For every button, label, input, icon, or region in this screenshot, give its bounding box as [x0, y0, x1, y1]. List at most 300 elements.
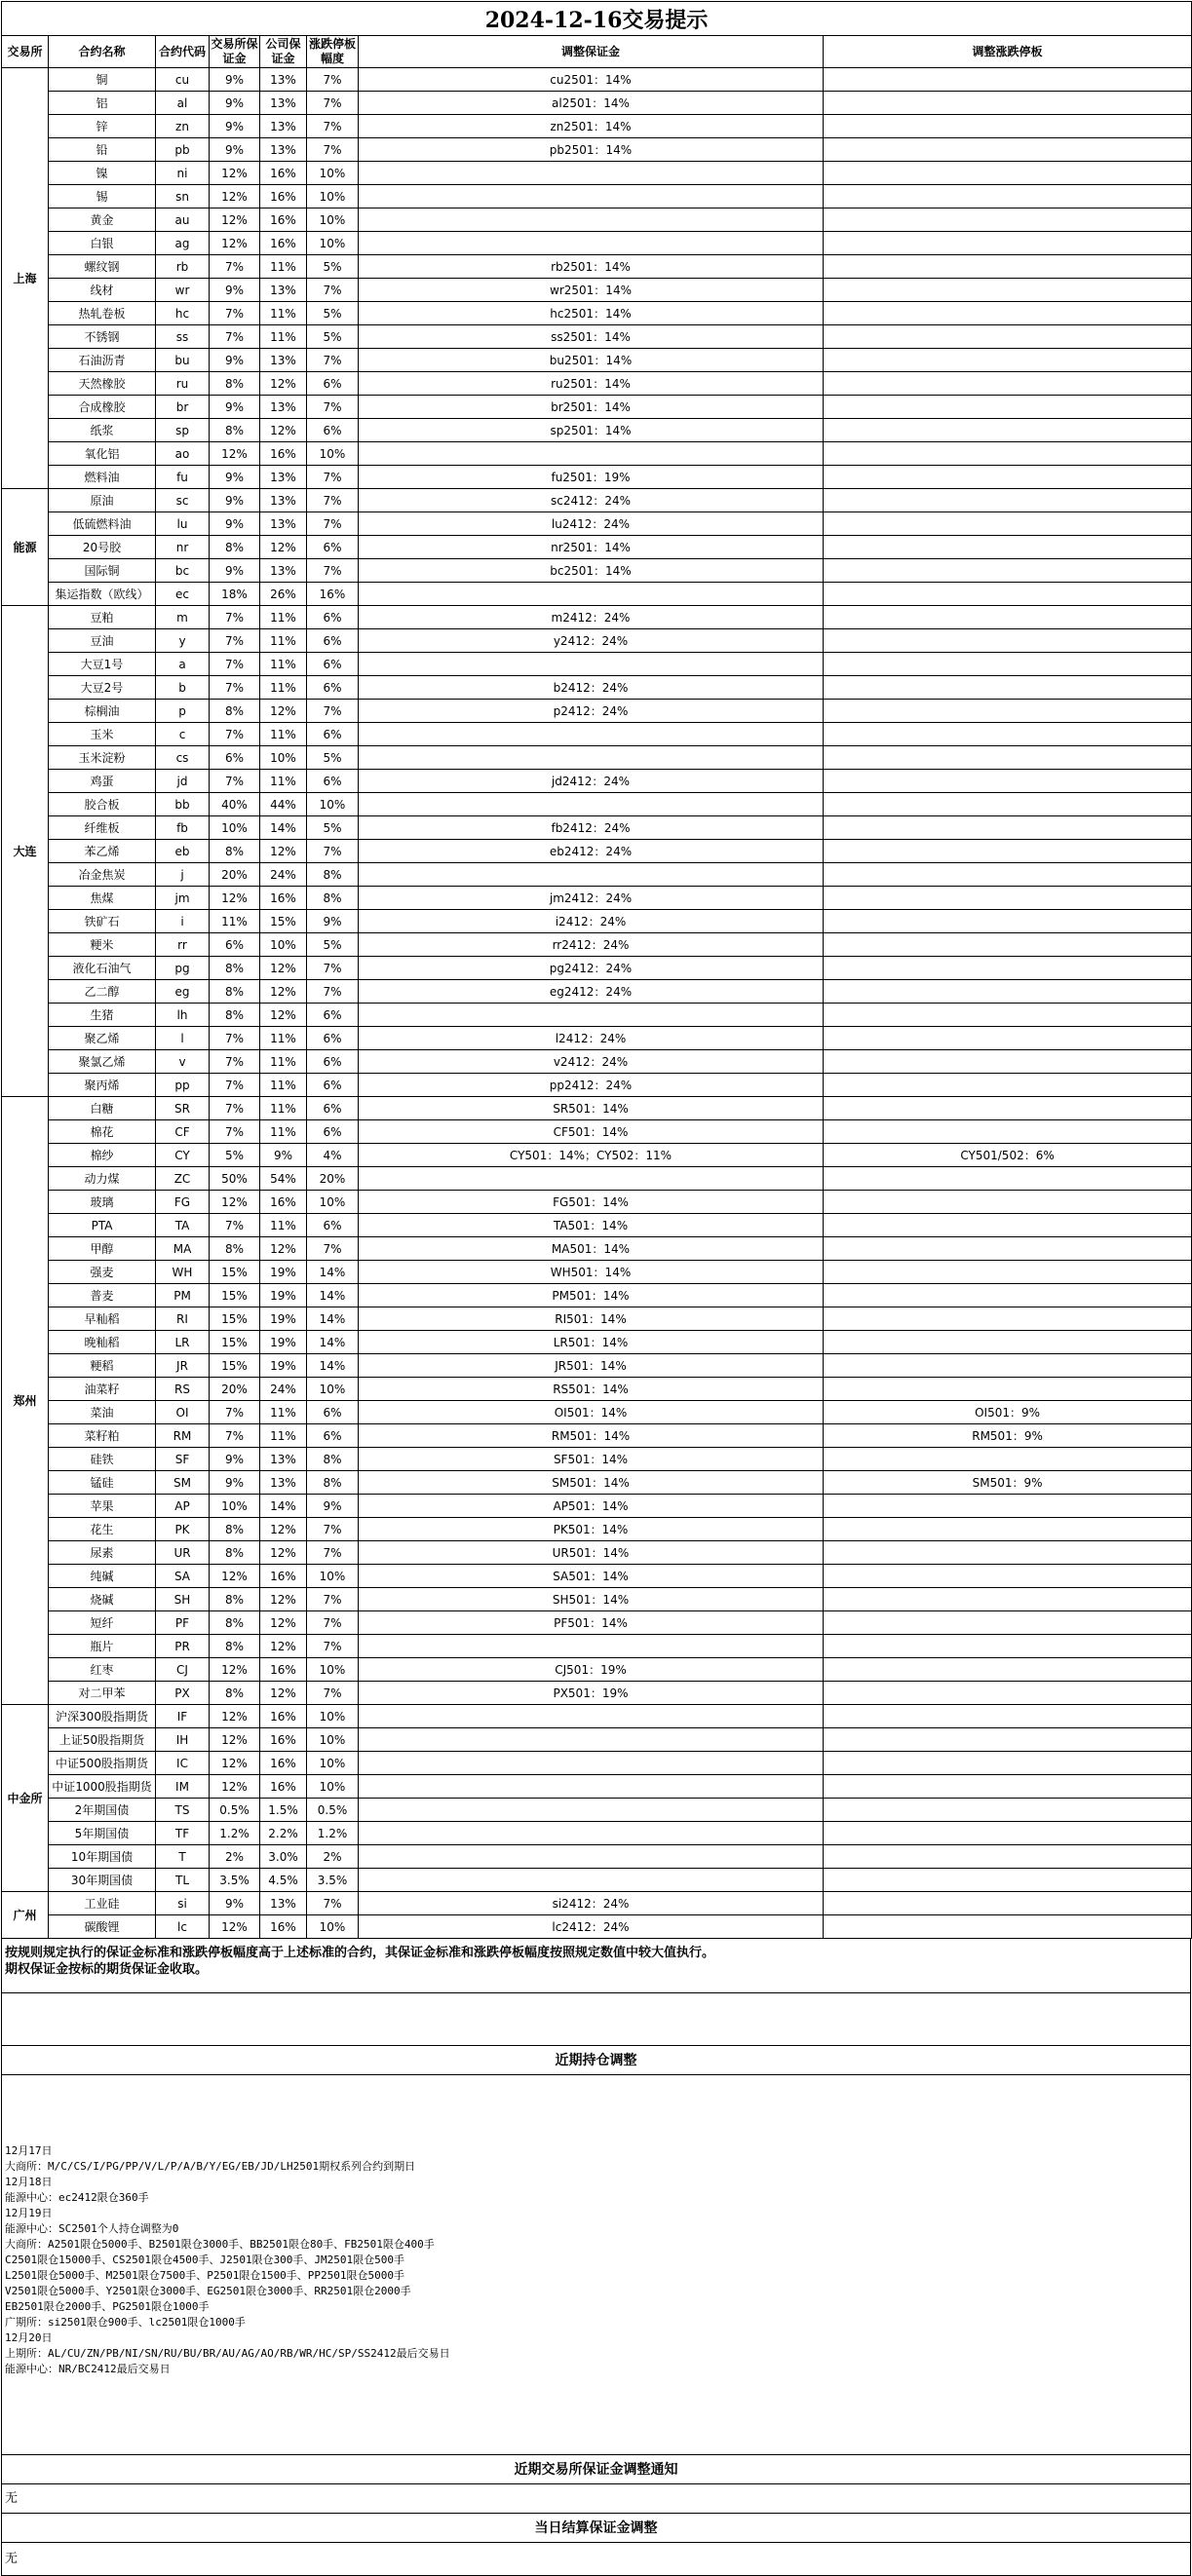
adjusted-margin-cell: jm2412：24%: [359, 887, 824, 910]
company-margin-cell: 44%: [260, 793, 307, 816]
adjusted-margin-cell: SA501：14%: [359, 1565, 824, 1588]
position-adjust-line: 12月18日: [5, 2176, 53, 2188]
exchange-margin-cell: 0.5%: [210, 1799, 260, 1822]
exchange-margin-cell: 12%: [210, 1658, 260, 1682]
table-row: [2, 419, 1192, 442]
adjusted-margin-cell: [359, 1845, 824, 1869]
contract-code-cell: eb: [156, 840, 210, 863]
contract-name-cell: 菜油: [49, 1401, 156, 1424]
contract-code-cell: IC: [156, 1752, 210, 1775]
contract-name-cell: 石油沥青: [49, 349, 156, 372]
adjusted-limit-cell: [824, 1658, 1192, 1682]
price-limit-cell: 7%: [307, 957, 359, 980]
exchange-margin-cell: 9%: [210, 466, 260, 489]
exchange-margin-cell: 9%: [210, 68, 260, 92]
adjusted-margin-cell: [359, 1635, 824, 1658]
adjusted-margin-cell: sc2412：24%: [359, 489, 824, 512]
exchange-margin-cell: 6%: [210, 933, 260, 957]
contract-name-cell: 动力煤: [49, 1167, 156, 1191]
company-margin-cell: 16%: [260, 887, 307, 910]
exchange-margin-cell: 9%: [210, 559, 260, 583]
contract-code-cell: fu: [156, 466, 210, 489]
contract-code-cell: SH: [156, 1588, 210, 1611]
position-adjust-line: 12月17日: [5, 2144, 53, 2157]
exchange-margin-cell: 7%: [210, 1050, 260, 1074]
contract-name-cell: 锰硅: [49, 1471, 156, 1495]
company-margin-cell: 11%: [260, 629, 307, 653]
company-margin-cell: 16%: [260, 1752, 307, 1775]
contract-code-cell: y: [156, 629, 210, 653]
settlement-heading: 当日结算保证金调整: [1, 2514, 1191, 2543]
price-limit-cell: 6%: [307, 536, 359, 559]
adjusted-margin-cell: ru2501：14%: [359, 372, 824, 396]
contract-code-cell: SA: [156, 1565, 210, 1588]
table-row: [2, 1799, 1192, 1822]
contract-name-cell: 聚丙烯: [49, 1074, 156, 1097]
adjusted-limit-cell: [824, 1799, 1192, 1822]
exchange-margin-cell: 7%: [210, 255, 260, 279]
company-margin-cell: 11%: [260, 325, 307, 349]
price-limit-cell: 6%: [307, 372, 359, 396]
adjusted-margin-cell: pb2501：14%: [359, 138, 824, 162]
adjusted-limit-cell: CY501/502：6%: [824, 1144, 1192, 1167]
exchange-margin-cell: 12%: [210, 1752, 260, 1775]
adjusted-limit-cell: [824, 1635, 1192, 1658]
price-limit-cell: 9%: [307, 1495, 359, 1518]
adjusted-limit-cell: [824, 653, 1192, 676]
price-limit-cell: 7%: [307, 512, 359, 536]
contract-name-cell: 集运指数（欧线）: [49, 583, 156, 606]
price-limit-cell: 6%: [307, 606, 359, 629]
contract-code-cell: CY: [156, 1144, 210, 1167]
contract-name-cell: 国际铜: [49, 559, 156, 583]
price-limit-cell: 10%: [307, 1915, 359, 1939]
exchange-margin-cell: 5%: [210, 1144, 260, 1167]
adjusted-margin-cell: l2412：24%: [359, 1027, 824, 1050]
company-margin-cell: 16%: [260, 1705, 307, 1728]
contract-code-cell: cs: [156, 746, 210, 770]
price-limit-cell: 6%: [307, 1050, 359, 1074]
contract-code-cell: pb: [156, 138, 210, 162]
price-limit-cell: 10%: [307, 162, 359, 185]
position-adjust-line: L2501限仓5000手、M2501限仓7500手、P2501限仓1500手、PP2501限仓5000手: [5, 2269, 405, 2282]
contract-name-cell: 棉纱: [49, 1144, 156, 1167]
adjusted-margin-cell: eb2412：24%: [359, 840, 824, 863]
company-margin-cell: 11%: [260, 1424, 307, 1448]
contract-code-cell: MA: [156, 1237, 210, 1261]
adjusted-margin-cell: [359, 208, 824, 232]
exchange-margin-cell: 8%: [210, 1541, 260, 1565]
table-row: [2, 372, 1192, 396]
company-margin-cell: 16%: [260, 1728, 307, 1752]
adjusted-limit-cell: [824, 1518, 1192, 1541]
adjusted-limit-cell: [824, 1705, 1192, 1728]
price-limit-cell: 8%: [307, 863, 359, 887]
company-margin-cell: 11%: [260, 1401, 307, 1424]
company-margin-cell: 11%: [260, 1074, 307, 1097]
price-limit-cell: 7%: [307, 1588, 359, 1611]
adjusted-limit-cell: [824, 255, 1192, 279]
adjusted-limit-cell: [824, 770, 1192, 793]
exchange-margin-cell: 12%: [210, 1915, 260, 1939]
table-row: [2, 723, 1192, 746]
price-limit-cell: 6%: [307, 1120, 359, 1144]
contract-name-cell: 锡: [49, 185, 156, 208]
contract-name-cell: 冶金焦炭: [49, 863, 156, 887]
contract-name-cell: 豆粕: [49, 606, 156, 629]
contract-name-cell: 铜: [49, 68, 156, 92]
adjusted-limit-cell: [824, 793, 1192, 816]
price-limit-cell: 9%: [307, 910, 359, 933]
contract-code-cell: CJ: [156, 1658, 210, 1682]
price-limit-cell: 20%: [307, 1167, 359, 1191]
rules-note: [1, 1939, 1191, 1993]
price-limit-cell: 7%: [307, 466, 359, 489]
position-adjust-line: 广期所：si2501限仓900手、lc2501限仓1000手: [5, 2316, 246, 2329]
adjusted-margin-cell: SF501：14%: [359, 1448, 824, 1471]
contract-code-cell: OI: [156, 1401, 210, 1424]
adjusted-margin-cell: p2412：24%: [359, 700, 824, 723]
price-limit-cell: 5%: [307, 302, 359, 325]
adjusted-margin-cell: [359, 1775, 824, 1799]
table-row: [2, 1728, 1192, 1752]
price-limit-cell: 0.5%: [307, 1799, 359, 1822]
adjusted-margin-cell: i2412：24%: [359, 910, 824, 933]
exchange-margin-cell: 7%: [210, 1120, 260, 1144]
adjusted-limit-cell: [824, 1120, 1192, 1144]
adjusted-margin-cell: AP501：14%: [359, 1495, 824, 1518]
table-row: [2, 1611, 1192, 1635]
contract-name-cell: 苯乙烯: [49, 840, 156, 863]
contract-name-cell: 纤维板: [49, 816, 156, 840]
blank-row: [1, 1993, 1191, 2046]
adjusted-margin-cell: si2412：24%: [359, 1892, 824, 1915]
table-row: [2, 1214, 1192, 1237]
exchange-margin-cell: 8%: [210, 957, 260, 980]
company-margin-cell: 13%: [260, 559, 307, 583]
position-adjust-line: 12月20日: [5, 2331, 53, 2344]
company-margin-cell: 11%: [260, 1214, 307, 1237]
exchange-margin-cell: 15%: [210, 1354, 260, 1378]
adjusted-limit-cell: [824, 629, 1192, 653]
company-margin-cell: 12%: [260, 980, 307, 1004]
company-margin-cell: 4.5%: [260, 1869, 307, 1892]
table-row: [2, 1869, 1192, 1892]
price-limit-cell: 10%: [307, 1728, 359, 1752]
exchange-margin-cell: 8%: [210, 1635, 260, 1658]
contract-name-cell: 白银: [49, 232, 156, 255]
company-margin-cell: 2.2%: [260, 1822, 307, 1845]
price-limit-cell: 7%: [307, 138, 359, 162]
price-limit-cell: 6%: [307, 770, 359, 793]
table-row: [2, 1307, 1192, 1331]
adjusted-limit-cell: [824, 1728, 1192, 1752]
price-limit-cell: 7%: [307, 115, 359, 138]
contract-name-cell: 聚乙烯: [49, 1027, 156, 1050]
table-row: [2, 1775, 1192, 1799]
price-limit-cell: 7%: [307, 489, 359, 512]
adjusted-limit-cell: [824, 1588, 1192, 1611]
adjusted-limit-cell: [824, 1682, 1192, 1705]
price-limit-cell: 7%: [307, 92, 359, 115]
recent-notice-body: 无: [1, 2484, 1191, 2514]
margin-table: [1, 1, 1192, 1939]
adjusted-margin-cell: ss2501：14%: [359, 325, 824, 349]
adjusted-limit-cell: RM501：9%: [824, 1424, 1192, 1448]
position-adjust-line: 12月19日: [5, 2207, 53, 2219]
adjusted-margin-cell: [359, 583, 824, 606]
exchange-margin-cell: 7%: [210, 629, 260, 653]
company-margin-cell: 9%: [260, 1144, 307, 1167]
adjusted-limit-cell: [824, 489, 1192, 512]
adjusted-margin-cell: rb2501：14%: [359, 255, 824, 279]
company-margin-cell: 13%: [260, 92, 307, 115]
table-row: [2, 793, 1192, 816]
table-row: [2, 536, 1192, 559]
adjusted-margin-cell: [359, 1728, 824, 1752]
header-contract-code: 合约代码: [156, 36, 210, 68]
table-row: [2, 1448, 1192, 1471]
adjusted-limit-cell: [824, 1214, 1192, 1237]
contract-name-cell: 菜籽粕: [49, 1424, 156, 1448]
contract-name-cell: 30年期国债: [49, 1869, 156, 1892]
price-limit-cell: 10%: [307, 442, 359, 466]
price-limit-cell: 7%: [307, 1892, 359, 1915]
table-row: [2, 396, 1192, 419]
contract-name-cell: 烧碱: [49, 1588, 156, 1611]
position-adjust-line: 能源中心：SC2501个人持仓调整为0: [5, 2222, 179, 2235]
position-adjust-heading: 近期持仓调整: [1, 2046, 1191, 2075]
adjusted-limit-cell: [824, 700, 1192, 723]
company-margin-cell: 19%: [260, 1284, 307, 1307]
exchange-margin-cell: 7%: [210, 770, 260, 793]
adjusted-limit-cell: [824, 1167, 1192, 1191]
contract-code-cell: bb: [156, 793, 210, 816]
position-adjust-line: 能源中心：ec2412限仓360手: [5, 2191, 149, 2204]
company-margin-cell: 13%: [260, 1892, 307, 1915]
adjusted-limit-cell: [824, 349, 1192, 372]
price-limit-cell: 6%: [307, 676, 359, 700]
price-limit-cell: 8%: [307, 1448, 359, 1471]
adjusted-limit-cell: [824, 933, 1192, 957]
exchange-cell: 中金所: [2, 1705, 49, 1892]
adjusted-margin-cell: TA501：14%: [359, 1214, 824, 1237]
contract-code-cell: PR: [156, 1635, 210, 1658]
adjusted-limit-cell: [824, 208, 1192, 232]
contract-name-cell: 瓶片: [49, 1635, 156, 1658]
table-row: [2, 325, 1192, 349]
contract-name-cell: 纯碱: [49, 1565, 156, 1588]
table-row: [2, 816, 1192, 840]
table-row: [2, 583, 1192, 606]
contract-name-cell: 白糖: [49, 1097, 156, 1120]
contract-code-cell: eg: [156, 980, 210, 1004]
price-limit-cell: 7%: [307, 396, 359, 419]
exchange-margin-cell: 10%: [210, 816, 260, 840]
table-row: [2, 162, 1192, 185]
price-limit-cell: 6%: [307, 1027, 359, 1050]
table-row: [2, 980, 1192, 1004]
contract-code-cell: cu: [156, 68, 210, 92]
adjusted-limit-cell: [824, 1378, 1192, 1401]
company-margin-cell: 1.5%: [260, 1799, 307, 1822]
adjusted-margin-cell: OI501：14%: [359, 1401, 824, 1424]
adjusted-limit-cell: [824, 1097, 1192, 1120]
contract-code-cell: RM: [156, 1424, 210, 1448]
adjusted-limit-cell: [824, 863, 1192, 887]
price-limit-cell: 10%: [307, 185, 359, 208]
contract-code-cell: lu: [156, 512, 210, 536]
contract-name-cell: 5年期国债: [49, 1822, 156, 1845]
adjusted-limit-cell: [824, 396, 1192, 419]
company-margin-cell: 16%: [260, 162, 307, 185]
table-row: [2, 1097, 1192, 1120]
adjusted-margin-cell: [359, 793, 824, 816]
header-company-margin: 公司保证金: [260, 36, 307, 68]
adjusted-limit-cell: [824, 559, 1192, 583]
price-limit-cell: 4%: [307, 1144, 359, 1167]
adjusted-limit-cell: [824, 372, 1192, 396]
contract-name-cell: 粳米: [49, 933, 156, 957]
table-row: [2, 232, 1192, 255]
table-row: [2, 933, 1192, 957]
price-limit-cell: 10%: [307, 1658, 359, 1682]
contract-code-cell: ni: [156, 162, 210, 185]
adjusted-limit-cell: [824, 1752, 1192, 1775]
price-limit-cell: 5%: [307, 933, 359, 957]
price-limit-cell: 10%: [307, 208, 359, 232]
exchange-margin-cell: 9%: [210, 1892, 260, 1915]
exchange-margin-cell: 15%: [210, 1261, 260, 1284]
contract-name-cell: 焦煤: [49, 887, 156, 910]
company-margin-cell: 12%: [260, 700, 307, 723]
price-limit-cell: 2%: [307, 1845, 359, 1869]
table-row: [2, 746, 1192, 770]
exchange-cell: 广州: [2, 1892, 49, 1939]
contract-code-cell: bc: [156, 559, 210, 583]
contract-name-cell: 油菜籽: [49, 1378, 156, 1401]
exchange-margin-cell: 7%: [210, 1424, 260, 1448]
exchange-margin-cell: 9%: [210, 489, 260, 512]
contract-code-cell: ZC: [156, 1167, 210, 1191]
exchange-margin-cell: 40%: [210, 793, 260, 816]
company-margin-cell: 12%: [260, 419, 307, 442]
trading-notice-sheet: [1, 1, 1191, 2576]
exchange-margin-cell: 8%: [210, 1611, 260, 1635]
contract-name-cell: 沪深300股指期货: [49, 1705, 156, 1728]
contract-code-cell: j: [156, 863, 210, 887]
company-margin-cell: 12%: [260, 1541, 307, 1565]
exchange-margin-cell: 8%: [210, 1518, 260, 1541]
contract-code-cell: br: [156, 396, 210, 419]
adjusted-limit-cell: [824, 512, 1192, 536]
adjusted-limit-cell: [824, 419, 1192, 442]
adjusted-margin-cell: PF501：14%: [359, 1611, 824, 1635]
adjusted-margin-cell: zn2501：14%: [359, 115, 824, 138]
table-row: [2, 1471, 1192, 1495]
contract-code-cell: ec: [156, 583, 210, 606]
contract-name-cell: 晚籼稻: [49, 1331, 156, 1354]
adjusted-margin-cell: cu2501：14%: [359, 68, 824, 92]
contract-name-cell: 原油: [49, 489, 156, 512]
recent-notice-heading: 近期交易所保证金调整通知: [1, 2455, 1191, 2484]
table-row: [2, 255, 1192, 279]
table-row: [2, 1565, 1192, 1588]
price-limit-cell: 7%: [307, 279, 359, 302]
contract-name-cell: 液化石油气: [49, 957, 156, 980]
contract-code-cell: b: [156, 676, 210, 700]
exchange-margin-cell: 7%: [210, 676, 260, 700]
price-limit-cell: 1.2%: [307, 1822, 359, 1845]
adjusted-margin-cell: b2412：24%: [359, 676, 824, 700]
exchange-cell: 郑州: [2, 1097, 49, 1705]
adjusted-margin-cell: eg2412：24%: [359, 980, 824, 1004]
adjusted-margin-cell: br2501：14%: [359, 396, 824, 419]
exchange-margin-cell: 8%: [210, 1588, 260, 1611]
contract-code-cell: al: [156, 92, 210, 115]
exchange-margin-cell: 7%: [210, 653, 260, 676]
table-row: [2, 887, 1192, 910]
contract-name-cell: 工业硅: [49, 1892, 156, 1915]
adjusted-limit-cell: [824, 957, 1192, 980]
company-margin-cell: 12%: [260, 1004, 307, 1027]
contract-code-cell: lc: [156, 1915, 210, 1939]
exchange-margin-cell: 9%: [210, 279, 260, 302]
table-row: [2, 1261, 1192, 1284]
contract-name-cell: 锌: [49, 115, 156, 138]
exchange-cell: 大连: [2, 606, 49, 1097]
adjusted-margin-cell: fb2412：24%: [359, 816, 824, 840]
adjusted-margin-cell: rr2412：24%: [359, 933, 824, 957]
price-limit-cell: 8%: [307, 887, 359, 910]
contract-name-cell: 尿素: [49, 1541, 156, 1565]
company-margin-cell: 16%: [260, 1191, 307, 1214]
price-limit-cell: 10%: [307, 1775, 359, 1799]
exchange-margin-cell: 12%: [210, 887, 260, 910]
price-limit-cell: 6%: [307, 419, 359, 442]
price-limit-cell: 6%: [307, 1097, 359, 1120]
exchange-margin-cell: 7%: [210, 606, 260, 629]
contract-name-cell: 2年期国债: [49, 1799, 156, 1822]
contract-code-cell: i: [156, 910, 210, 933]
price-limit-cell: 10%: [307, 1191, 359, 1214]
adjusted-margin-cell: [359, 442, 824, 466]
adjusted-limit-cell: [824, 115, 1192, 138]
adjusted-limit-cell: [824, 1284, 1192, 1307]
company-margin-cell: 13%: [260, 68, 307, 92]
contract-name-cell: 黄金: [49, 208, 156, 232]
company-margin-cell: 12%: [260, 536, 307, 559]
adjusted-margin-cell: bu2501：14%: [359, 349, 824, 372]
adjusted-margin-cell: RI501：14%: [359, 1307, 824, 1331]
adjusted-limit-cell: [824, 1027, 1192, 1050]
adjusted-margin-cell: hc2501：14%: [359, 302, 824, 325]
price-limit-cell: 6%: [307, 629, 359, 653]
adjusted-limit-cell: [824, 606, 1192, 629]
adjusted-margin-cell: SM501：14%: [359, 1471, 824, 1495]
contract-name-cell: 燃料油: [49, 466, 156, 489]
contract-code-cell: RS: [156, 1378, 210, 1401]
price-limit-cell: 7%: [307, 980, 359, 1004]
rules-note-line: 期权保证金按标的期货保证金收取。: [5, 1962, 209, 1977]
contract-code-cell: T: [156, 1845, 210, 1869]
company-margin-cell: 16%: [260, 208, 307, 232]
adjusted-margin-cell: wr2501：14%: [359, 279, 824, 302]
contract-code-cell: IM: [156, 1775, 210, 1799]
exchange-margin-cell: 15%: [210, 1284, 260, 1307]
adjusted-margin-cell: [359, 1799, 824, 1822]
company-margin-cell: 19%: [260, 1307, 307, 1331]
